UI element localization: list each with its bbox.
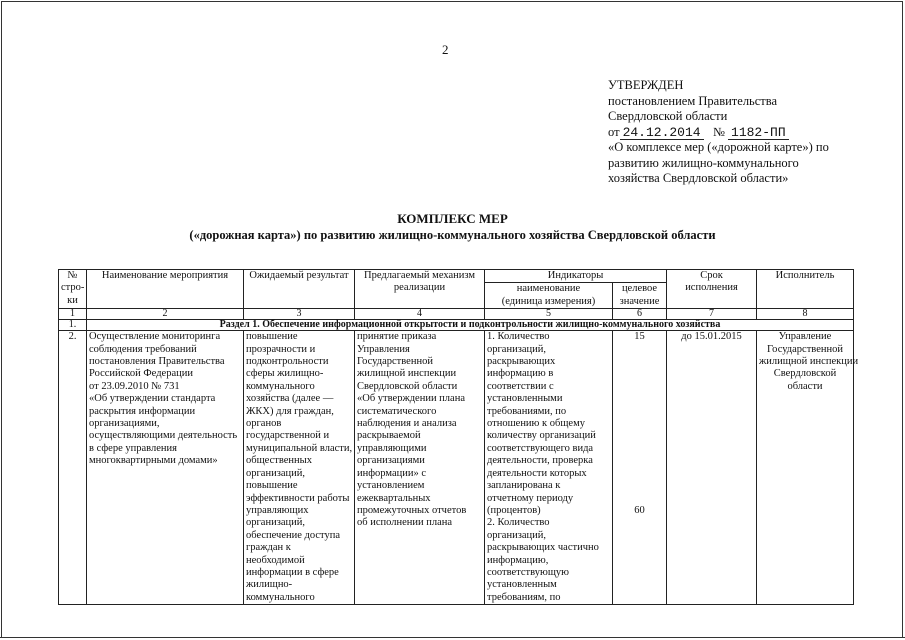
approval-line: УТВЕРЖДЕН (608, 78, 684, 92)
approval-title-line: развитию жилищно-коммунального (608, 155, 799, 170)
approval-title-line: «О комплексе мер («дорожной карте») по (608, 140, 829, 154)
header-indicator-name: наименование (единица измерения) (485, 283, 613, 309)
col-number: 7 (667, 309, 757, 320)
row-executor: Управление Государственной жилищной инспекции Свердловской области (757, 331, 854, 605)
header-result: Ожидаемый результат (244, 270, 355, 309)
section-title: Раздел 1. Обеспечение информационной открытости и подконтрольности жилищно-коммунального хозяйства (87, 320, 854, 331)
row-result: повышение прозрачности и подконтрольности сферы жилищно- коммунального хозяйства (далее — ЖКХ) для граждан, органов государственной и муниципальной власти, общественных организаций, повышение эффективности работы управляющих организаций, обеспечение доступа граждан к необходимой информации в сфере жилищно- коммунального (244, 331, 355, 605)
scan-edge-line (0, 637, 905, 638)
col-number: 6 (613, 309, 667, 320)
approval-stamp (608, 78, 898, 187)
approval-date: 24.12.2014 (620, 126, 704, 140)
document-title: КОМПЛЕКС МЕР (397, 211, 508, 226)
section-num: 1. (59, 320, 87, 331)
row-target (613, 331, 667, 605)
header-name: Наименование мероприятия (87, 270, 244, 309)
target-value-2: 60 (634, 504, 645, 516)
document-subtitle: («дорожная карта») по развитию жилищно-коммунального хозяйства Свердловской области (189, 228, 716, 242)
date-prefix: от (608, 124, 620, 139)
row-name: Осуществление мониторинга соблюдения требований постановления Правительства Российской Федерации от 23.09.2010 № 731 «Об утверждении стандарта раскрытия информации организациями, осуществляющими деятельность в сфере управления многоквартирными домами» (87, 331, 244, 605)
approval-date-line (608, 125, 898, 141)
row-deadline: до 15.01.2015 (667, 331, 757, 605)
page-number: 2 (442, 42, 449, 57)
row-num: 2. (59, 331, 87, 605)
table-row (59, 331, 854, 605)
header-mechanism: Предлагаемый механизм реализации (355, 270, 485, 309)
header-executor: Исполнитель (757, 270, 854, 309)
target-value-1: 15 (634, 331, 645, 343)
col-number: 5 (485, 309, 613, 320)
header-indicators: Индикаторы (485, 270, 667, 283)
row-indicator: 1. Количество организаций, раскрывающих информацию в соответствии с установленными требованиями, по отношению к общему количеству организаций соответствующего вида деятельности, проверка деятельности которых запланирована к отчетному периоду (процентов) 2. Количество организаций, раскрывающих частично информацию, соответствующую установленным требованиям, по (485, 331, 613, 605)
number-prefix: № (712, 124, 725, 139)
header-deadline: Срок исполнения (667, 270, 757, 309)
col-number: 8 (757, 309, 854, 320)
approval-number: 1182-ПП (728, 126, 789, 140)
col-number: 2 (87, 309, 244, 320)
approval-line: Свердловской области (608, 109, 728, 123)
col-number: 4 (355, 309, 485, 320)
approval-title-line: хозяйства Свердловской области» (608, 171, 789, 185)
header-num: № стро- ки (59, 270, 87, 309)
measures-table (58, 269, 859, 605)
row-mechanism: принятие приказа Управления Государственной жилищной инспекции Свердловской области «Об утверждении плана систематического наблюдения и анализа раскрываемой управляющими организациями информации» с установлением ежеквартальных промежуточных отчетов об исполнении плана (355, 331, 485, 605)
col-number: 3 (244, 309, 355, 320)
approval-line: постановлением Правительства (608, 93, 778, 108)
col-number: 1 (59, 309, 87, 320)
header-indicator-target: целевое значение (613, 283, 667, 309)
